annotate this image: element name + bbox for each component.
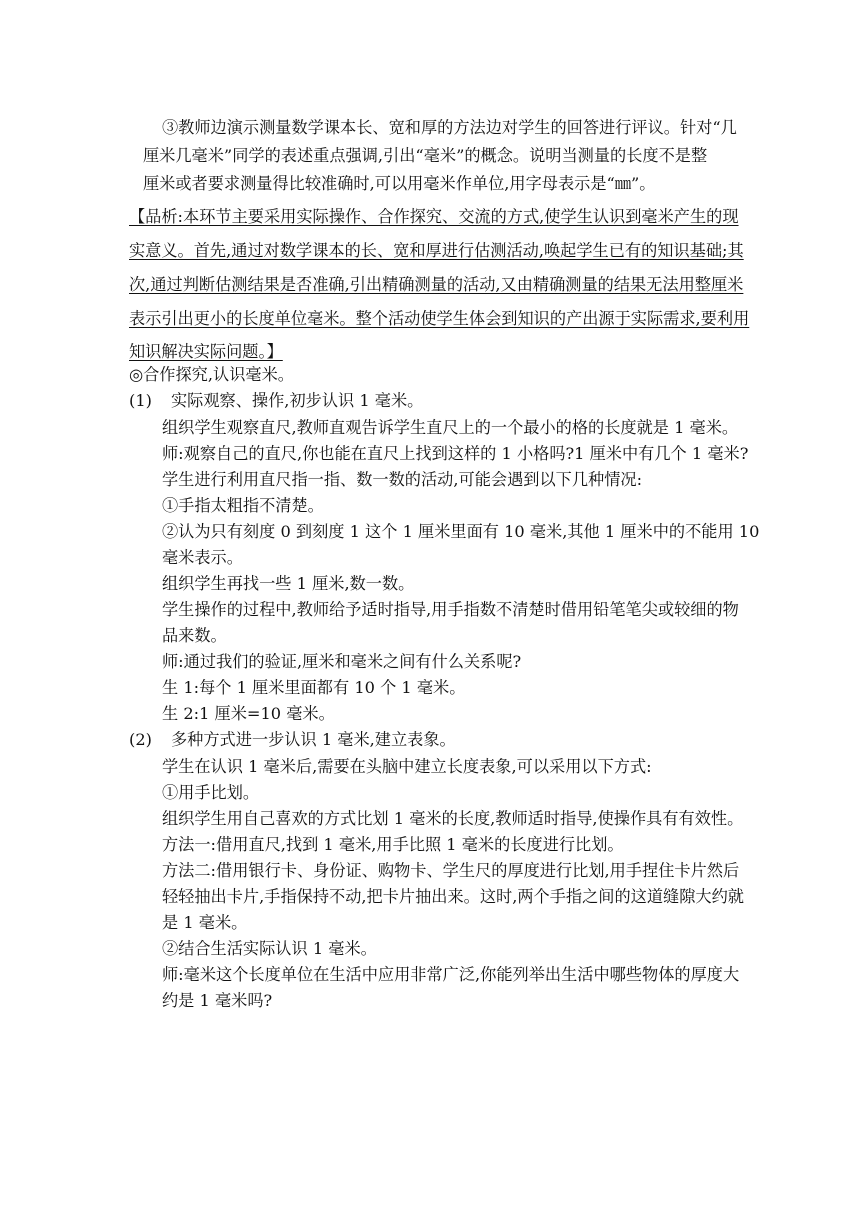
analysis-line-3: 次,通过判断估测结果是否准确,引出精确测量的活动,又由精确测量的结果无法用整厘米 <box>129 275 744 294</box>
item2-number: (2) <box>129 730 152 749</box>
item2-line-10: 约是 1 毫米吗? <box>162 991 273 1010</box>
item1-number: (1) <box>129 391 152 410</box>
item2-line-3: 组织学生用自己喜欢的方式比划 1 毫米的长度,教师适时指导,使操作具有有效性。 <box>162 809 744 828</box>
para1-line-2: 厘米几毫米”同学的表述重点强调,引出“毫米”的概念。说明当测量的长度不是整 <box>143 146 708 165</box>
item1-title: 实际观察、操作,初步认识 1 毫米。 <box>171 391 424 410</box>
item2-line-7: 是 1 毫米。 <box>162 913 248 932</box>
section-heading: ◎合作探究,认识毫米。 <box>129 365 294 384</box>
item1-line-11: 生 1:每个 1 厘米里面都有 10 个 1 毫米。 <box>162 678 466 697</box>
analysis-line-1: 【品析:本环节主要采用实际操作、合作探究、交流的方式,使学生认识到毫米产生的现 <box>129 207 739 226</box>
analysis-line-5: 知识解决实际问题。】 <box>129 342 283 361</box>
analysis-line-2: 实意义。首先,通过对数学课本的长、宽和厚进行估测活动,唤起学生已有的知识基础;其 <box>129 241 744 260</box>
analysis-line-4: 表示引出更小的长度单位毫米。整个活动使学生体会到知识的产出源于实际需求,要利用 <box>129 309 750 328</box>
item2-line-1: 学生在认识 1 毫米后,需要在头脑中建立长度表象,可以采用以下方式: <box>162 757 652 776</box>
item2-line-4: 方法一:借用直尺,找到 1 毫米,用手比照 1 毫米的长度进行比划。 <box>162 835 624 854</box>
item1-line-6: 毫米表示。 <box>162 548 243 567</box>
item1-line-1: 组织学生观察直尺,教师直观告诉学生直尺上的一个最小的格的长度就是 1 毫米。 <box>162 418 739 437</box>
item1-line-9: 品来数。 <box>162 626 227 645</box>
item1-line-4: ①手指太粗指不清楚。 <box>162 496 324 515</box>
para1-line-1: ③教师边演示测量数学课本长、宽和厚的方法边对学生的回答进行评议。针对“几 <box>162 118 737 137</box>
item2-line-2: ①用手比划。 <box>162 783 260 802</box>
item2-line-6: 轻轻抽出卡片,手指保持不动,把卡片抽出来。这时,两个手指之间的这道缝隙大约就 <box>162 887 744 906</box>
item2-line-9: 师:毫米这个长度单位在生活中应用非常广泛,你能列举出生活中哪些物体的厚度大 <box>162 965 740 984</box>
item1-line-3: 学生进行利用直尺指一指、数一数的活动,可能会遇到以下几种情况: <box>162 470 643 489</box>
item1-line-7: 组织学生再找一些 1 厘米,数一数。 <box>162 574 415 593</box>
item2-line-5: 方法二:借用银行卡、身份证、购物卡、学生尺的厚度进行比划,用手捏住卡片然后 <box>162 861 740 880</box>
para1-line-3: 厘米或者要求测量得比较准确时,可以用毫米作单位,用字母表示是“㎜”。 <box>143 174 656 193</box>
item1-line-8: 学生操作的过程中,教师给予适时指导,用手指数不清楚时借用铅笔笔尖或较细的物 <box>162 600 739 619</box>
item1-line-12: 生 2:1 厘米=10 毫米。 <box>162 704 335 723</box>
item1-line-10: 师:通过我们的验证,厘米和毫米之间有什么关系呢? <box>162 652 522 671</box>
item2-title: 多种方式进一步认识 1 毫米,建立表象。 <box>171 730 456 749</box>
item2-line-8: ②结合生活实际认识 1 毫米。 <box>162 939 377 958</box>
item1-line-5: ②认为只有刻度 0 到刻度 1 这个 1 厘米里面有 10 毫米,其他 1 厘米中的不能用 10 <box>162 522 760 541</box>
item1-line-2: 师:观察自己的直尺,你也能在直尺上找到这样的 1 小格吗?1 厘米中有几个 1 毫米? <box>162 444 749 463</box>
